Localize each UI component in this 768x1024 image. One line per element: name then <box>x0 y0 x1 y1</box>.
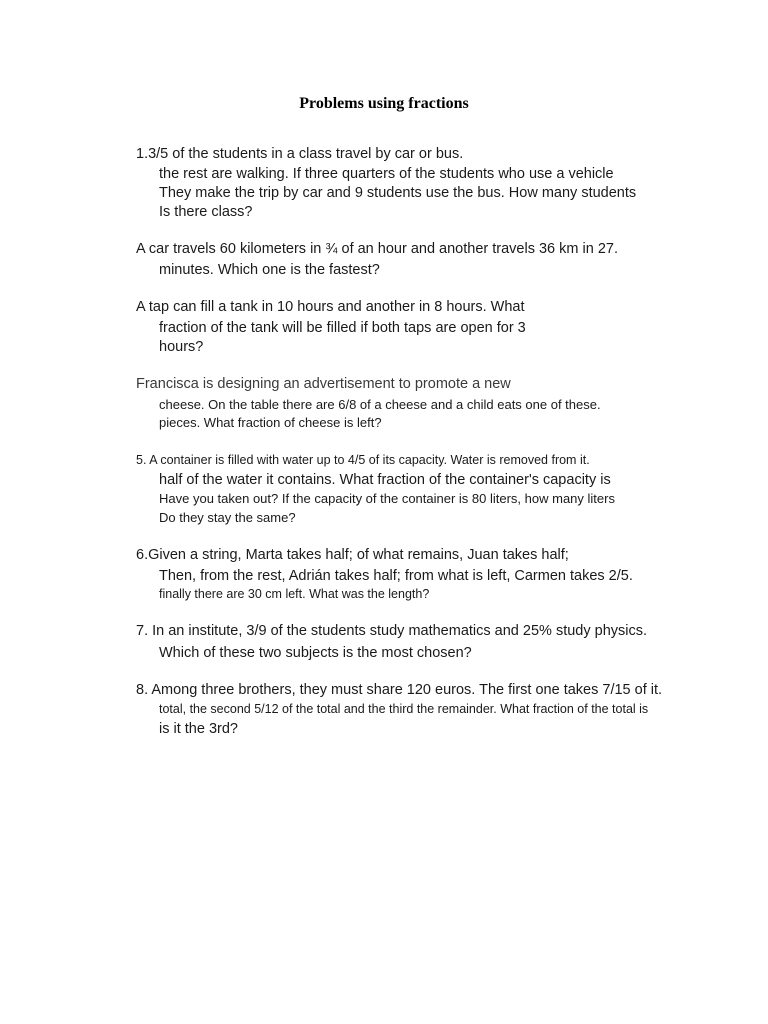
problem-6-line-3: finally there are 30 cm left. What was the length? <box>159 587 430 601</box>
problem-1-line-4: Is there class? <box>159 204 253 220</box>
problem-1-line-1: 1.3/5 of the students in a class travel by car or bus. <box>136 146 464 162</box>
problem-6-line-1: 6.Given a string, Marta takes half; of what remains, Juan takes half; <box>136 547 569 563</box>
problem-7-line-1: 7. In an institute, 3/9 of the students study mathematics and 25% study physics. <box>136 623 648 639</box>
problem-5-line-3: Have you taken out? If the capacity of the container is 80 liters, how many liters <box>159 491 615 506</box>
problem-5-line-2: half of the water it contains. What fraction of the container's capacity is <box>159 472 611 488</box>
problem-5-line-4: Do they stay the same? <box>159 510 296 525</box>
problem-4-line-3: pieces. What fraction of cheese is left? <box>159 415 382 430</box>
problem-8-line-2: total, the second 5/12 of the total and the third the remainder. What fraction of the total is <box>159 702 649 716</box>
problem-1-line-2: the rest are walking. If three quarters of the students who use a vehicle <box>159 166 614 182</box>
problem-8-line-1: 8. Among three brothers, they must share 120 euros. The first one takes 7/15 of it. <box>136 682 663 698</box>
problem-1-line-3: They make the trip by car and 9 students use the bus. How many students <box>159 185 637 201</box>
problem-4-line-1: Francisca is designing an advertisement to promote a new <box>136 376 511 392</box>
problem-3-line-3: hours? <box>159 339 204 355</box>
problem-2-line-2: minutes. Which one is the fastest? <box>159 262 380 278</box>
problem-4-line-2: cheese. On the table there are 6/8 of a cheese and a child eats one of these. <box>159 397 601 412</box>
problem-3-line-2: fraction of the tank will be filled if both taps are open for 3 <box>159 320 526 336</box>
problem-6-line-2: Then, from the rest, Adrián takes half; from what is left, Carmen takes 2/5. <box>159 568 633 584</box>
problem-3-line-1: A tap can fill a tank in 10 hours and another in 8 hours. What <box>136 299 525 315</box>
problem-2-line-1: A car travels 60 kilometers in ¾ of an hour and another travels 36 km in 27. <box>136 241 618 257</box>
problem-7-line-2: Which of these two subjects is the most chosen? <box>159 645 472 661</box>
page-title: Problems using fractions <box>299 95 469 112</box>
problem-8-line-3: is it the 3rd? <box>159 721 238 737</box>
problem-5-line-1: 5. A container is filled with water up to 4/5 of its capacity. Water is removed from it. <box>136 453 590 467</box>
